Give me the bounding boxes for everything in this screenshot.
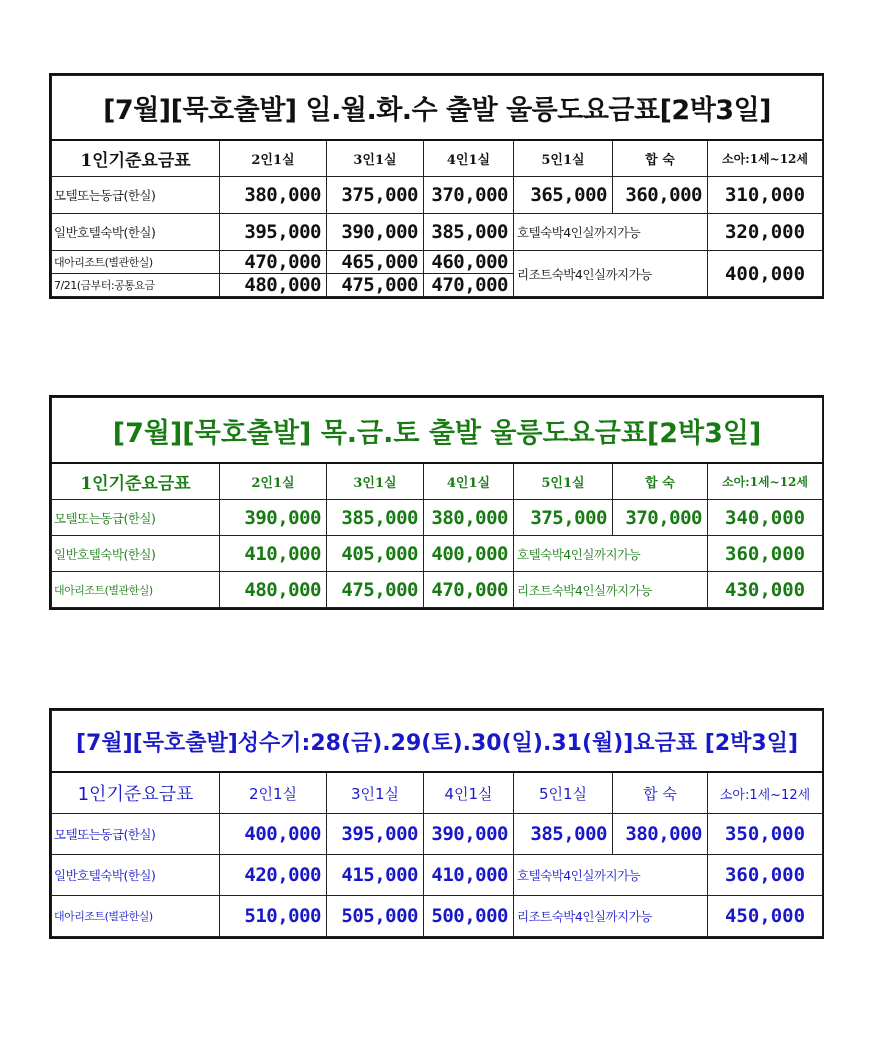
table-row <box>52 500 823 536</box>
row-label: 7/21(금부터:공통요금 <box>52 274 220 297</box>
price-4-person: 390,000 <box>424 814 514 855</box>
header-child: 소아:1세~12세 <box>708 140 823 177</box>
header-base-price: 1인기준요금표 <box>52 772 220 814</box>
header-dormitory: 합 숙 <box>613 772 708 814</box>
availability-note: 리조트숙박4인실까지가능 <box>514 251 708 297</box>
price-child: 360,000 <box>708 855 823 896</box>
price-3-person: 395,000 <box>327 814 424 855</box>
availability-note: 호텔숙박4인실까지가능 <box>514 214 708 251</box>
row-label: 일반호텔숙박(한실) <box>52 536 220 572</box>
price-dormitory: 380,000 <box>613 814 708 855</box>
price-table-peak-season <box>49 708 824 939</box>
price-2-person: 470,000 <box>220 251 327 274</box>
price-4-person: 370,000 <box>424 177 514 214</box>
header-3-person: 3인1실 <box>327 140 424 177</box>
price-5-person: 365,000 <box>514 177 613 214</box>
price-4-person: 470,000 <box>424 274 514 297</box>
header-dormitory: 합 숙 <box>613 140 708 177</box>
header-3-person: 3인1실 <box>327 772 424 814</box>
price-2-person: 390,000 <box>220 500 327 536</box>
availability-note: 호텔숙박4인실까지가능 <box>514 855 708 896</box>
table-title: [7월][묵호출발] 일.월.화.수 출발 울릉도요금표[2박3일] <box>52 76 823 141</box>
price-2-person: 480,000 <box>220 572 327 608</box>
row-label: 대아리조트(별관한실) <box>52 251 220 274</box>
price-2-person: 480,000 <box>220 274 327 297</box>
header-4-person: 4인1실 <box>424 463 514 500</box>
row-label: 모텔또는동급(한실) <box>52 177 220 214</box>
header-2-person: 2인1실 <box>220 463 327 500</box>
availability-note: 호텔숙박4인실까지가능 <box>514 536 708 572</box>
header-base-price: 1인기준요금표 <box>52 140 220 177</box>
row-label: 일반호텔숙박(한실) <box>52 855 220 896</box>
row-label: 일반호텔숙박(한실) <box>52 214 220 251</box>
header-2-person: 2인1실 <box>220 140 327 177</box>
price-child: 430,000 <box>708 572 823 608</box>
table-row <box>52 814 823 855</box>
availability-note: 리조트숙박4인실까지가능 <box>514 572 708 608</box>
price-4-person: 460,000 <box>424 251 514 274</box>
table-row <box>52 572 823 608</box>
header-dormitory: 합 숙 <box>613 463 708 500</box>
price-2-person: 420,000 <box>220 855 327 896</box>
table-row <box>52 177 823 214</box>
header-child: 소아:1세~12세 <box>708 772 823 814</box>
row-label: 대아리조트(별관한실) <box>52 896 220 937</box>
row-label: 모텔또는동급(한실) <box>52 814 220 855</box>
price-2-person: 380,000 <box>220 177 327 214</box>
price-3-person: 475,000 <box>327 572 424 608</box>
price-2-person: 395,000 <box>220 214 327 251</box>
header-5-person: 5인1실 <box>514 463 613 500</box>
price-2-person: 400,000 <box>220 814 327 855</box>
table-row <box>52 251 823 274</box>
price-child: 340,000 <box>708 500 823 536</box>
price-3-person: 375,000 <box>327 177 424 214</box>
price-child: 450,000 <box>708 896 823 937</box>
header-3-person: 3인1실 <box>327 463 424 500</box>
price-child: 360,000 <box>708 536 823 572</box>
price-4-person: 470,000 <box>424 572 514 608</box>
price-5-person: 375,000 <box>514 500 613 536</box>
header-base-price: 1인기준요금표 <box>52 463 220 500</box>
table-row <box>52 855 823 896</box>
header-2-person: 2인1실 <box>220 772 327 814</box>
price-2-person: 510,000 <box>220 896 327 937</box>
price-3-person: 405,000 <box>327 536 424 572</box>
price-table-weekday <box>49 73 824 299</box>
header-4-person: 4인1실 <box>424 772 514 814</box>
table-row <box>52 536 823 572</box>
price-table-weekend <box>49 395 824 610</box>
price-4-person: 400,000 <box>424 536 514 572</box>
row-label: 대아리조트(별관한실) <box>52 572 220 608</box>
price-5-person: 385,000 <box>514 814 613 855</box>
price-3-person: 385,000 <box>327 500 424 536</box>
price-3-person: 415,000 <box>327 855 424 896</box>
row-label: 모텔또는동급(한실) <box>52 500 220 536</box>
price-2-person: 410,000 <box>220 536 327 572</box>
price-3-person: 465,000 <box>327 251 424 274</box>
table-row <box>52 896 823 937</box>
price-child: 320,000 <box>708 214 823 251</box>
header-5-person: 5인1실 <box>514 772 613 814</box>
price-child: 400,000 <box>708 251 823 297</box>
availability-note: 리조트숙박4인실까지가능 <box>514 896 708 937</box>
header-4-person: 4인1실 <box>424 140 514 177</box>
price-3-person: 505,000 <box>327 896 424 937</box>
price-child: 310,000 <box>708 177 823 214</box>
price-4-person: 500,000 <box>424 896 514 937</box>
header-child: 소아:1세~12세 <box>708 463 823 500</box>
price-4-person: 410,000 <box>424 855 514 896</box>
table-title: [7월][묵호출발] 목.금.토 출발 울릉도요금표[2박3일] <box>52 398 823 464</box>
price-dormitory: 360,000 <box>613 177 708 214</box>
price-3-person: 475,000 <box>327 274 424 297</box>
table-title: [7월][묵호출발]성수기:28(금).29(토).30(일).31(월)]요금표 [2박3일] <box>52 711 823 773</box>
price-4-person: 385,000 <box>424 214 514 251</box>
price-child: 350,000 <box>708 814 823 855</box>
price-4-person: 380,000 <box>424 500 514 536</box>
price-dormitory: 370,000 <box>613 500 708 536</box>
price-3-person: 390,000 <box>327 214 424 251</box>
header-5-person: 5인1실 <box>514 140 613 177</box>
table-row <box>52 214 823 251</box>
